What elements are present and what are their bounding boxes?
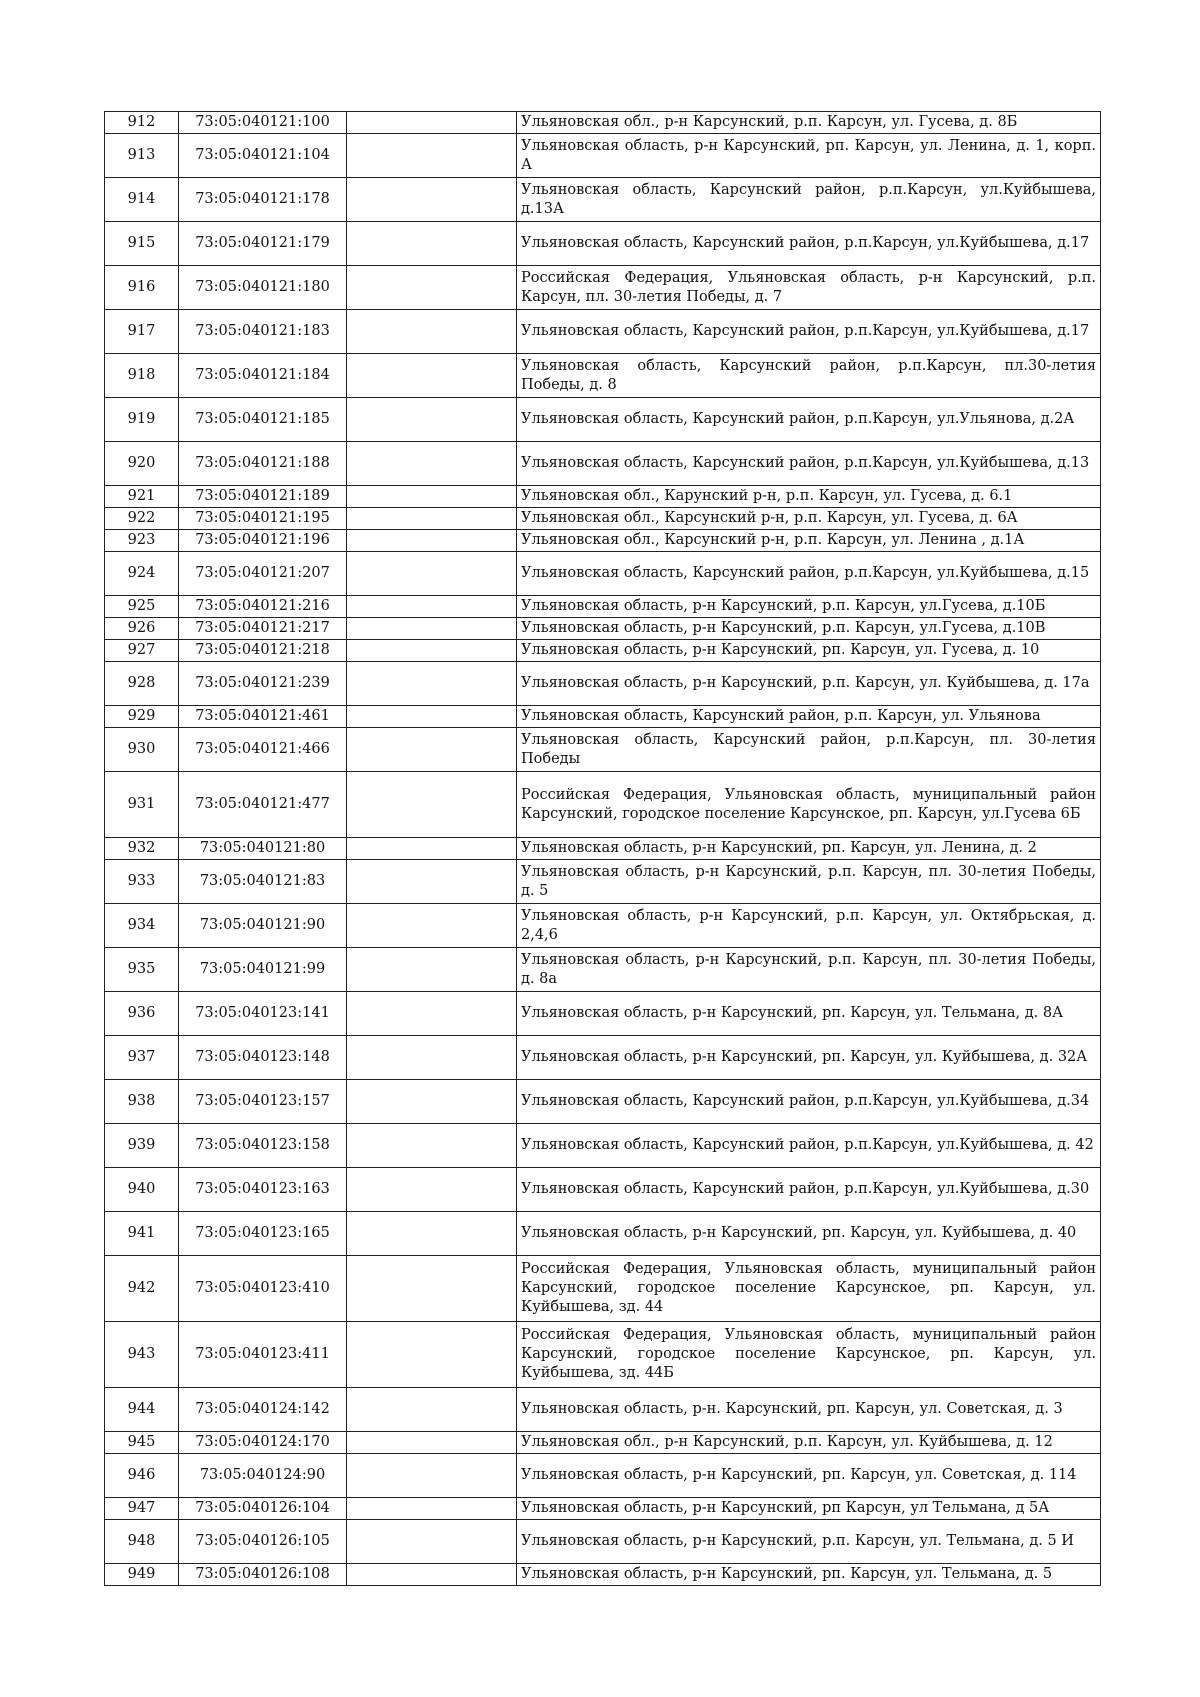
row-number: 947: [105, 1498, 179, 1520]
row-number: 926: [105, 618, 179, 640]
empty-cell: [347, 1212, 517, 1256]
address: Ульяновская обл., Карсунский р-н, р.п. Карсун, ул. Гусева, д. 6А: [517, 508, 1101, 530]
row-number: 919: [105, 398, 179, 442]
empty-cell: [347, 904, 517, 948]
cadastral-number: 73:05:040121:184: [179, 354, 347, 398]
empty-cell: [347, 640, 517, 662]
table-row: [105, 662, 1101, 706]
row-number: 917: [105, 310, 179, 354]
row-number: 939: [105, 1124, 179, 1168]
row-number: 944: [105, 1388, 179, 1432]
cadastral-number: 73:05:040123:158: [179, 1124, 347, 1168]
row-number: 936: [105, 992, 179, 1036]
cadastral-number: 73:05:040121:217: [179, 618, 347, 640]
table-row: [105, 266, 1101, 310]
table-row: [105, 618, 1101, 640]
cadastral-number: 73:05:040121:179: [179, 222, 347, 266]
row-number: 943: [105, 1322, 179, 1388]
cadastral-number: 73:05:040123:148: [179, 1036, 347, 1080]
empty-cell: [347, 1036, 517, 1080]
row-number: 949: [105, 1564, 179, 1586]
row-number: 924: [105, 552, 179, 596]
table-body: [105, 112, 1101, 1586]
document-page: [104, 111, 1100, 1586]
table-row: [105, 640, 1101, 662]
empty-cell: [347, 992, 517, 1036]
row-number: 923: [105, 530, 179, 552]
address: Ульяновская область, р-н Карсунский, рп. Карсун, ул. Тельмана, д. 8А: [517, 992, 1101, 1036]
table-row: [105, 1564, 1101, 1586]
row-number: 930: [105, 728, 179, 772]
cadastral-number: 73:05:040121:195: [179, 508, 347, 530]
empty-cell: [347, 728, 517, 772]
address: Ульяновская область, р-н Карсунский, рп. Карсун, ул. Куйбышева, д. 32А: [517, 1036, 1101, 1080]
table-row: [105, 1212, 1101, 1256]
cadastral-number: 73:05:040121:461: [179, 706, 347, 728]
empty-cell: [347, 1168, 517, 1212]
table-row: [105, 992, 1101, 1036]
table-row: [105, 1036, 1101, 1080]
empty-cell: [347, 178, 517, 222]
address: Российская Федерация, Ульяновская область, муниципальный район Карсунский, городское поселение Карсунское, рп. Карсун, ул. Куйбышева, зд. 44: [517, 1256, 1101, 1322]
address: Ульяновская область, Карсунский район, р.п.Карсун, ул.Куйбышева, д.17: [517, 310, 1101, 354]
row-number: 942: [105, 1256, 179, 1322]
cadastral-number: 73:05:040126:108: [179, 1564, 347, 1586]
table-row: [105, 552, 1101, 596]
address: Ульяновская область, Карсунский район, р.п.Карсун, ул.Куйбышева, д.13А: [517, 178, 1101, 222]
empty-cell: [347, 596, 517, 618]
table-row: [105, 134, 1101, 178]
table-row: [105, 1388, 1101, 1432]
empty-cell: [347, 838, 517, 860]
address: Ульяновская область, р-н Карсунский, р.п. Карсун, ул.Гусева, д.10В: [517, 618, 1101, 640]
empty-cell: [347, 1256, 517, 1322]
address: Ульяновская область, Карсунский район, р.п.Карсун, пл.30-летия Победы, д. 8: [517, 354, 1101, 398]
row-number: 945: [105, 1432, 179, 1454]
table-row: [105, 1080, 1101, 1124]
empty-cell: [347, 1432, 517, 1454]
empty-cell: [347, 266, 517, 310]
address: Российская Федерация, Ульяновская область, муниципальный район Карсунский, городское поселение Карсунское, рп. Карсун, ул.Гусева 6Б: [517, 772, 1101, 838]
empty-cell: [347, 1388, 517, 1432]
row-number: 929: [105, 706, 179, 728]
empty-cell: [347, 1520, 517, 1564]
empty-cell: [347, 552, 517, 596]
cadastral-number: 73:05:040121:466: [179, 728, 347, 772]
empty-cell: [347, 310, 517, 354]
address: Ульяновская обл., р-н Карсунский, р.п. Карсун, ул. Гусева, д. 8Б: [517, 112, 1101, 134]
table-row: [105, 1322, 1101, 1388]
empty-cell: [347, 112, 517, 134]
table-row: [105, 728, 1101, 772]
row-number: 933: [105, 860, 179, 904]
address: Ульяновская область, р-н Карсунский, рп. Карсун, ул. Ленина, д. 2: [517, 838, 1101, 860]
table-row: [105, 596, 1101, 618]
empty-cell: [347, 618, 517, 640]
empty-cell: [347, 706, 517, 728]
row-number: 913: [105, 134, 179, 178]
cadastral-number: 73:05:040121:83: [179, 860, 347, 904]
address: Ульяновская область, Карсунский район, р.п.Карсун, ул.Куйбышева, д. 42: [517, 1124, 1101, 1168]
address: Ульяновская обл., р-н Карсунский, р.п. Карсун, ул. Куйбышева, д. 12: [517, 1432, 1101, 1454]
cadastral-number: 73:05:040123:165: [179, 1212, 347, 1256]
table-row: [105, 1168, 1101, 1212]
empty-cell: [347, 948, 517, 992]
cadastral-number: 73:05:040121:185: [179, 398, 347, 442]
table-row: [105, 112, 1101, 134]
table-row: [105, 1520, 1101, 1564]
address: Ульяновская область, р-н Карсунский, р.п. Карсун, ул. Октябрьская, д. 2,4,6: [517, 904, 1101, 948]
table-row: [105, 948, 1101, 992]
address: Ульяновская область, р-н Карсунский, рп. Карсун, ул. Ленина, д. 1, корп. А: [517, 134, 1101, 178]
row-number: 932: [105, 838, 179, 860]
cadastral-number: 73:05:040124:142: [179, 1388, 347, 1432]
empty-cell: [347, 1564, 517, 1586]
table-row: [105, 838, 1101, 860]
cadastral-number: 73:05:040121:188: [179, 442, 347, 486]
row-number: 937: [105, 1036, 179, 1080]
cadastral-number: 73:05:040121:90: [179, 904, 347, 948]
cadastral-number: 73:05:040121:189: [179, 486, 347, 508]
empty-cell: [347, 442, 517, 486]
cadastral-number: 73:05:040121:180: [179, 266, 347, 310]
table-row: [105, 1498, 1101, 1520]
row-number: 941: [105, 1212, 179, 1256]
row-number: 922: [105, 508, 179, 530]
cadastral-number: 73:05:040124:90: [179, 1454, 347, 1498]
cadastral-number: 73:05:040121:104: [179, 134, 347, 178]
empty-cell: [347, 486, 517, 508]
cadastral-number: 73:05:040121:218: [179, 640, 347, 662]
cadastral-number: 73:05:040121:80: [179, 838, 347, 860]
address: Ульяновская область, р-н Карсунский, рп. Карсун, ул. Гусева, д. 10: [517, 640, 1101, 662]
empty-cell: [347, 860, 517, 904]
cadastral-number: 73:05:040121:100: [179, 112, 347, 134]
address: Ульяновская область, Карсунский район, р.п. Карсун, ул. Ульянова: [517, 706, 1101, 728]
address: Ульяновская область, р-н Карсунский, р.п. Карсун, ул. Куйбышева, д. 17а: [517, 662, 1101, 706]
address: Ульяновская область, р-н Карсунский, рп. Карсун, ул. Советская, д. 114: [517, 1454, 1101, 1498]
table-row: [105, 486, 1101, 508]
empty-cell: [347, 1454, 517, 1498]
address: Ульяновская область, р-н Карсунский, рп. Карсун, ул. Тельмана, д. 5: [517, 1564, 1101, 1586]
row-number: 912: [105, 112, 179, 134]
empty-cell: [347, 662, 517, 706]
cadastral-number: 73:05:040123:163: [179, 1168, 347, 1212]
address: Ульяновская область, р-н Карсунский, р.п. Карсун, пл. 30-летия Победы, д. 8а: [517, 948, 1101, 992]
cadastral-number: 73:05:040121:477: [179, 772, 347, 838]
row-number: 946: [105, 1454, 179, 1498]
table-row: [105, 508, 1101, 530]
row-number: 921: [105, 486, 179, 508]
row-number: 948: [105, 1520, 179, 1564]
row-number: 927: [105, 640, 179, 662]
row-number: 915: [105, 222, 179, 266]
row-number: 920: [105, 442, 179, 486]
empty-cell: [347, 1322, 517, 1388]
table-row: [105, 222, 1101, 266]
table-row: [105, 530, 1101, 552]
cadastral-number: 73:05:040121:178: [179, 178, 347, 222]
empty-cell: [347, 134, 517, 178]
address: Ульяновская область, Карсунский район, р.п.Карсун, пл. 30-летия Победы: [517, 728, 1101, 772]
cadastral-number: 73:05:040121:99: [179, 948, 347, 992]
cadastral-number: 73:05:040121:239: [179, 662, 347, 706]
row-number: 935: [105, 948, 179, 992]
table-row: [105, 904, 1101, 948]
row-number: 934: [105, 904, 179, 948]
empty-cell: [347, 1080, 517, 1124]
table-row: [105, 398, 1101, 442]
address: Ульяновская область, Карсунский район, р.п.Карсун, ул.Ульянова, д.2А: [517, 398, 1101, 442]
address: Российская Федерация, Ульяновская область, муниципальный район Карсунский, городское поселение Карсунское, рп. Карсун, ул. Куйбышева, зд. 44Б: [517, 1322, 1101, 1388]
table-row: [105, 706, 1101, 728]
row-number: 925: [105, 596, 179, 618]
address: Ульяновская область, р-н Карсунский, рп Карсун, ул Тельмана, д 5А: [517, 1498, 1101, 1520]
address: Ульяновская область, р-н Карсунский, рп. Карсун, ул. Куйбышева, д. 40: [517, 1212, 1101, 1256]
table-row: [105, 772, 1101, 838]
table-row: [105, 442, 1101, 486]
empty-cell: [347, 354, 517, 398]
row-number: 938: [105, 1080, 179, 1124]
cadastral-number: 73:05:040123:141: [179, 992, 347, 1036]
empty-cell: [347, 772, 517, 838]
table-row: [105, 1454, 1101, 1498]
address: Ульяновская область, Карсунский район, р.п.Карсун, ул.Куйбышева, д.34: [517, 1080, 1101, 1124]
cadastral-number: 73:05:040126:104: [179, 1498, 347, 1520]
empty-cell: [347, 222, 517, 266]
table-row: [105, 1124, 1101, 1168]
cadastral-number: 73:05:040124:170: [179, 1432, 347, 1454]
empty-cell: [347, 508, 517, 530]
property-table: [104, 111, 1101, 1586]
address: Ульяновская обл., Карунский р-н, р.п. Карсун, ул. Гусева, д. 6.1: [517, 486, 1101, 508]
cadastral-number: 73:05:040121:216: [179, 596, 347, 618]
address: Ульяновская область, Карсунский район, р.п.Карсун, ул.Куйбышева, д.17: [517, 222, 1101, 266]
address: Ульяновская область, р-н. Карсунский, рп. Карсун, ул. Советская, д. 3: [517, 1388, 1101, 1432]
cadastral-number: 73:05:040121:207: [179, 552, 347, 596]
row-number: 916: [105, 266, 179, 310]
address: Ульяновская область, р-н Карсунский, р.п. Карсун, ул.Гусева, д.10Б: [517, 596, 1101, 618]
address: Ульяновская область, Карсунский район, р.п.Карсун, ул.Куйбышева, д.30: [517, 1168, 1101, 1212]
address: Ульяновская область, р-н Карсунский, р.п. Карсун, ул. Тельмана, д. 5 И: [517, 1520, 1101, 1564]
row-number: 918: [105, 354, 179, 398]
cadastral-number: 73:05:040123:157: [179, 1080, 347, 1124]
empty-cell: [347, 1498, 517, 1520]
address: Ульяновская область, р-н Карсунский, р.п. Карсун, пл. 30-летия Победы, д. 5: [517, 860, 1101, 904]
address: Ульяновская область, Карсунский район, р.п.Карсун, ул.Куйбышева, д.15: [517, 552, 1101, 596]
row-number: 928: [105, 662, 179, 706]
empty-cell: [347, 1124, 517, 1168]
address: Российская Федерация, Ульяновская область, р-н Карсунский, р.п. Карсун, пл. 30-летия Победы, д. 7: [517, 266, 1101, 310]
address: Ульяновская область, Карсунский район, р.п.Карсун, ул.Куйбышева, д.13: [517, 442, 1101, 486]
address: Ульяновская обл., Карсунский р-н, р.п. Карсун, ул. Ленина , д.1А: [517, 530, 1101, 552]
row-number: 940: [105, 1168, 179, 1212]
empty-cell: [347, 398, 517, 442]
cadastral-number: 73:05:040123:411: [179, 1322, 347, 1388]
cadastral-number: 73:05:040121:196: [179, 530, 347, 552]
row-number: 914: [105, 178, 179, 222]
table-row: [105, 354, 1101, 398]
table-row: [105, 310, 1101, 354]
table-row: [105, 178, 1101, 222]
table-row: [105, 860, 1101, 904]
cadastral-number: 73:05:040123:410: [179, 1256, 347, 1322]
cadastral-number: 73:05:040121:183: [179, 310, 347, 354]
table-row: [105, 1432, 1101, 1454]
empty-cell: [347, 530, 517, 552]
row-number: 931: [105, 772, 179, 838]
table-row: [105, 1256, 1101, 1322]
cadastral-number: 73:05:040126:105: [179, 1520, 347, 1564]
